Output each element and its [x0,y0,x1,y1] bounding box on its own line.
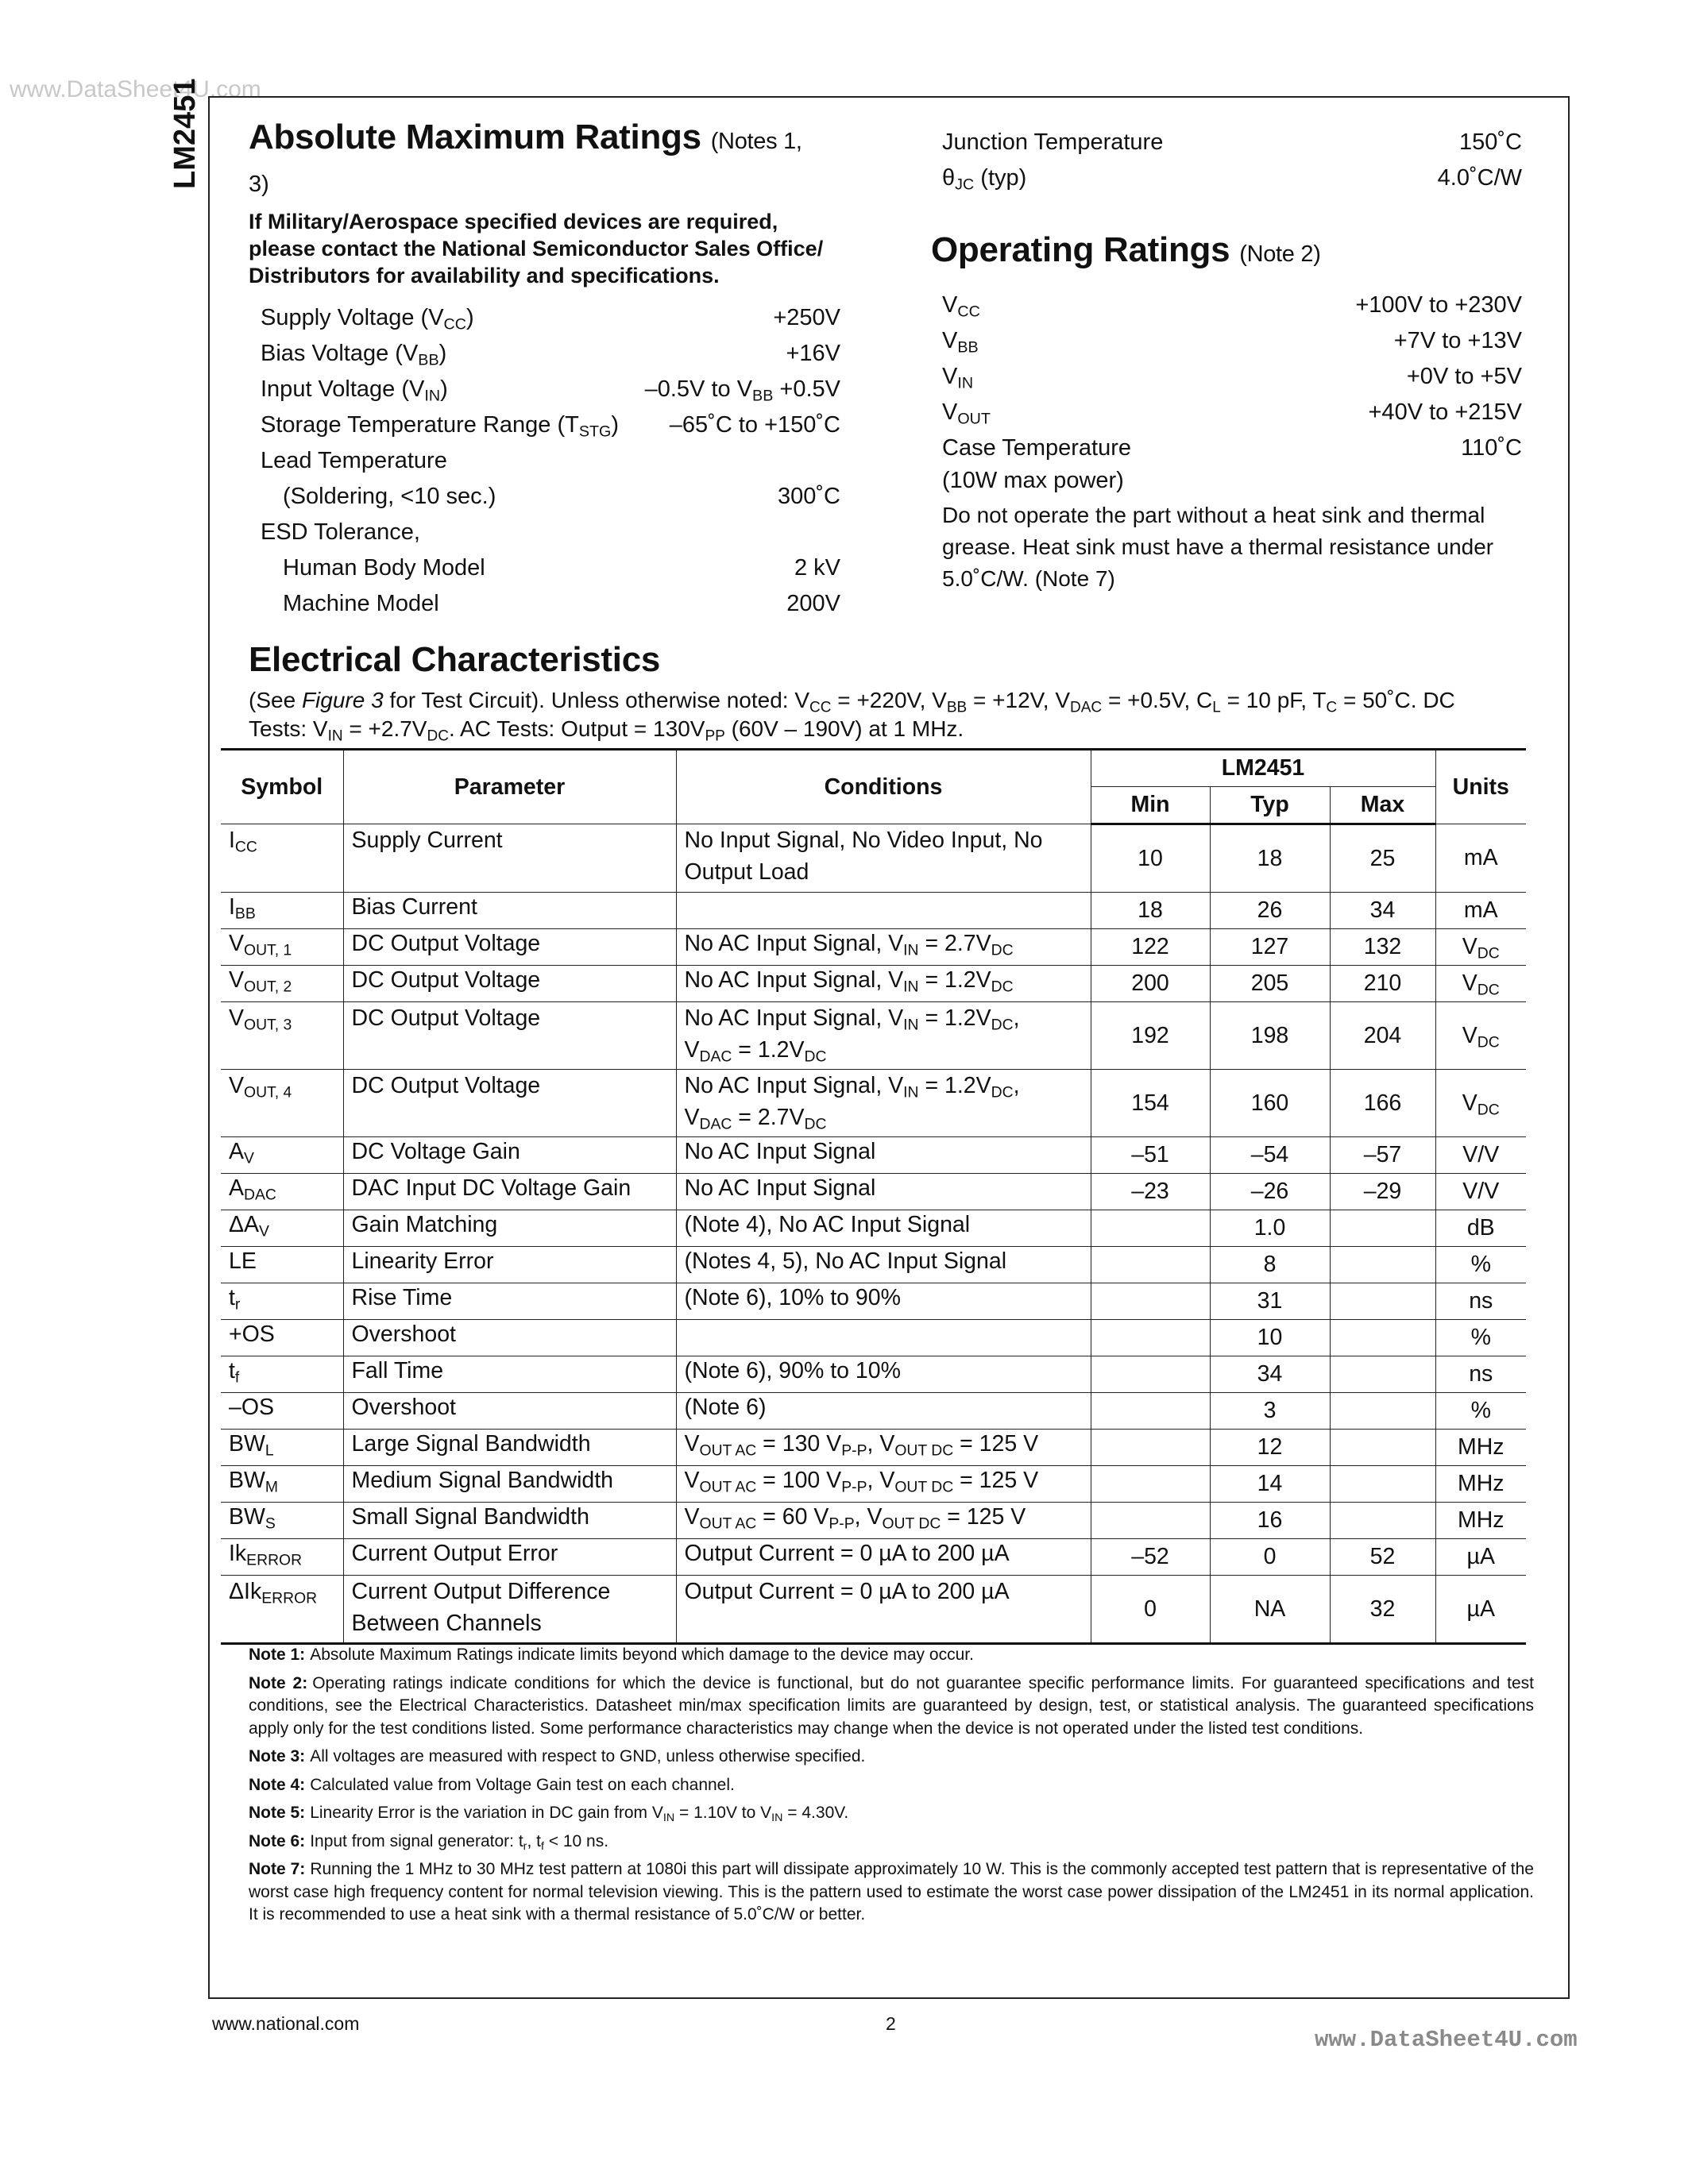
header-symbol: Symbol [221,750,343,824]
table-row [221,1283,1526,1320]
cell-symbol: $V_{OUT, 3}$ [221,1002,343,1070]
lead-temp-row [261,448,840,474]
theta-jc-row [942,165,1522,194]
cell-conditions: (Note 6), 90% to 10% [676,1356,1091,1393]
op-vbb-value: +7V to +13V [1393,328,1522,353]
cell-typ: 26 [1210,893,1330,929]
cell-units: MHz [1435,1503,1526,1539]
cell-conditions: Output Current = 0 µA to 200 µA [676,1539,1091,1576]
cell-units: dB [1435,1210,1526,1247]
cell-conditions: No AC Input Signal, $V_{IN} = 2.7V_{DC}$ [676,929,1091,966]
bias-voltage-row [261,341,840,367]
cell-parameter: Supply Current [343,824,676,893]
cell-units: % [1435,1393,1526,1430]
cell-min [1091,1393,1210,1430]
table-row [221,1539,1526,1576]
cell-typ: 127 [1210,929,1330,966]
cell-typ: 160 [1210,1070,1330,1137]
header-typ: Typ [1210,787,1330,824]
cell-units: MHz [1435,1466,1526,1503]
footnote [249,1673,1534,1741]
op-case-note-row [942,468,1522,494]
cell-min: –23 [1091,1174,1210,1210]
cell-max: 166 [1330,1070,1435,1137]
machine-model-label: Machine Model [283,591,439,616]
cell-parameter: Overshoot [343,1393,676,1430]
cell-min [1091,1356,1210,1393]
cell-max: 204 [1330,1002,1435,1070]
ec-table [221,748,1526,1645]
footnote [249,1644,1534,1667]
cell-units: mA [1435,893,1526,929]
cell-typ: 18 [1210,824,1330,893]
cell-typ: 8 [1210,1247,1330,1283]
operating-ratings-title-text: Operating Ratings [931,230,1230,269]
cell-max [1330,1247,1435,1283]
table-row [221,1247,1526,1283]
cell-units: $V_{DC}$ [1435,1070,1526,1137]
footnote [249,1858,1534,1927]
cell-min [1091,1430,1210,1466]
warning-line-1: Do not operate the part without a heat sink and thermal [942,503,1485,527]
table-row [221,1466,1526,1503]
table-row [221,1576,1526,1644]
supply-voltage-label: Supply Voltage $(V_{CC})$ [261,305,474,334]
ec-title: Electrical Characteristics [249,640,661,679]
footnote [249,1802,1534,1825]
ec-table-body [221,824,1526,1644]
table-row [221,1393,1526,1430]
cell-max: 52 [1330,1539,1435,1576]
cell-parameter: DC Output Voltage [343,1070,676,1137]
cell-symbol: –OS [221,1393,343,1430]
side-part-label: LM2451 [168,78,202,189]
footnote-label: Note 3: [249,1747,306,1765]
theta-jc-value: 4.0˚C/W [1437,165,1522,191]
header-units: Units [1435,750,1526,824]
cell-symbol: $A_{DAC}$ [221,1174,343,1210]
military-notice [249,208,852,289]
cell-parameter: Gain Matching [343,1210,676,1247]
table-row [221,966,1526,1002]
supply-voltage-value: +250V [773,305,840,330]
table-row [221,1320,1526,1356]
footnote-text: Absolute Maximum Ratings indicate limits beyond which damage to the device may occur. [310,1646,974,1664]
military-line-2: please contact the National Semiconductor Sales Office/ [249,237,824,260]
cell-symbol: $t_r$ [221,1283,343,1320]
cell-conditions: (Note 4), No AC Input Signal [676,1210,1091,1247]
cell-units: V/V [1435,1174,1526,1210]
cell-symbol: $V_{OUT, 1}$ [221,929,343,966]
esd-row [261,519,840,546]
op-vbb-label: $V_{BB}$ [942,328,979,357]
cell-min [1091,1503,1210,1539]
cell-units: V/V [1435,1137,1526,1174]
footnote-text: All voltages are measured with respect to GND, unless otherwise specified. [310,1747,866,1765]
storage-temp-value: –65˚C to +150˚C [669,412,840,438]
machine-model-row [283,591,840,617]
abs-max-title-note: (Notes 1, [710,129,802,154]
input-voltage-label: Input Voltage $(V_{IN})$ [261,376,448,405]
cell-typ: NA [1210,1576,1330,1644]
cell-max [1330,1283,1435,1320]
header-conditions: Conditions [676,750,1091,824]
cell-parameter: Medium Signal Bandwidth [343,1466,676,1503]
cell-parameter: Fall Time [343,1356,676,1393]
cell-typ: 16 [1210,1503,1330,1539]
cell-units: µA [1435,1576,1526,1644]
footnote-label: Note 7: [249,1860,306,1878]
cell-units: mA [1435,824,1526,893]
op-vin-value: +0V to +5V [1406,364,1522,389]
cell-max [1330,1466,1435,1503]
cell-symbol: $\Delta A_V$ [221,1210,343,1247]
junction-temp-row [942,129,1522,156]
footnote-label: Note 5: [249,1804,306,1822]
operating-ratings-title-note: (Note 2) [1239,241,1321,267]
cell-max: –29 [1330,1174,1435,1210]
footnote-text: Operating ratings indicate conditions for which the device is functional, but do not guarantee specific performance limits. For guaranteed specifications and test conditions, see the Electrical Characteristics. Datasheet min/max specification limits are guaranteed by design, test, or statistical analysis. The guaranteed specifications apply only for the test conditions listed. Some performance characteristics may change when the device is not operated under the listed test conditions. [249,1673,1534,1738]
cell-units: % [1435,1247,1526,1283]
machine-model-value: 200V [786,591,840,616]
cell-max: –57 [1330,1137,1435,1174]
junction-temp-label: Junction Temperature [942,129,1164,155]
table-row [221,1002,1526,1070]
cell-parameter: DAC Input DC Voltage Gain [343,1174,676,1210]
cell-parameter: Current Output Error [343,1539,676,1576]
notes-section [249,1644,1534,1932]
supply-voltage-row [261,305,840,334]
cell-conditions: $V_{OUT AC} = 60$ $V_{P-P}$, $V_{OUT DC} = 125$ V [676,1503,1091,1539]
lead-temp-label: Lead Temperature [261,448,447,473]
warning-line-2: grease. Heat sink must have a thermal resistance under [942,534,1494,559]
cell-parameter: DC Output Voltage [343,929,676,966]
junction-temp-value: 150˚C [1459,129,1522,155]
table-row [221,1210,1526,1247]
footnote [249,1831,1534,1854]
hbm-row [283,555,840,581]
footnote-label: Note 2: [249,1673,308,1692]
op-vcc-label: $V_{CC}$ [942,292,980,321]
cell-units: ns [1435,1356,1526,1393]
hbm-label: Human Body Model [283,555,485,581]
op-case-temp-label: Case Temperature [942,435,1132,461]
cell-units: MHz [1435,1430,1526,1466]
cell-parameter: Linearity Error [343,1247,676,1283]
footnote [249,1746,1534,1769]
cell-units: $V_{DC}$ [1435,929,1526,966]
abs-max-title [249,118,802,157]
cell-parameter: Current Output Difference Between Channels [343,1576,676,1644]
cell-symbol: $V_{OUT, 2}$ [221,966,343,1002]
footnote-label: Note 1: [249,1646,306,1664]
cell-typ: 10 [1210,1320,1330,1356]
theta-jc-label: $\theta_{JC}$ (typ) [942,165,1027,194]
cell-min [1091,1247,1210,1283]
ec-intro [249,686,1551,743]
cell-conditions: Output Current = 0 µA to 200 µA [676,1576,1091,1644]
cell-typ: 12 [1210,1430,1330,1466]
cell-symbol: $BW_L$ [221,1430,343,1466]
cell-parameter: Overshoot [343,1320,676,1356]
cell-max [1330,1320,1435,1356]
cell-parameter: DC Output Voltage [343,1002,676,1070]
ec-intro-line-1: (See Figure 3 for Test Circuit). Unless otherwise noted: $V_{CC} = +220V$, $V_{BB} = +12V$, $V_{DAC} = +0.5V$, $C_L = 10$ pF, $T_C$ = 50˚C. DC [249,688,1455,716]
cell-typ: 3 [1210,1393,1330,1430]
cell-max: 210 [1330,966,1435,1002]
cell-units: % [1435,1320,1526,1356]
op-case-temp-value: 110˚C [1461,435,1522,461]
cell-conditions [676,1320,1091,1356]
cell-conditions: No AC Input Signal [676,1137,1091,1174]
cell-conditions [676,893,1091,929]
cell-max: 34 [1330,893,1435,929]
op-vin-row [942,364,1522,390]
cell-max: 32 [1330,1576,1435,1644]
storage-temp-label: Storage Temperature Range $(T_{STG})$ [261,412,620,441]
op-case-temp-row [942,435,1522,461]
footnote-text: Linearity Error is the variation in DC gain from $V_{IN} = 1.10V$ to $V_{IN} = 4.30V$. [310,1804,849,1824]
table-row [221,893,1526,929]
input-voltage-value: –0.5V to $V_{BB} +0.5V$ [644,376,840,405]
military-line-1: If Military/Aerospace specified devices are required, [249,210,778,233]
footnote-text: Calculated value from Voltage Gain test on each channel. [310,1775,735,1794]
ec-intro-line-2: Tests: $V_{IN} = +2.7V_{DC}$. AC Tests: Output = $130V_{PP}$ (60V – 190V) at 1 MHz. [249,716,964,745]
cell-min: 192 [1091,1002,1210,1070]
cell-typ: 205 [1210,966,1330,1002]
table-row [221,1430,1526,1466]
op-vout-row [942,399,1522,426]
cell-conditions: No AC Input Signal, $V_{IN} = 1.2V_{DC}$ [676,966,1091,1002]
op-vout-label: $V_{OUT}$ [942,399,991,428]
cell-max [1330,1430,1435,1466]
cell-typ: 31 [1210,1283,1330,1320]
cell-max: 132 [1330,929,1435,966]
cell-typ: 0 [1210,1539,1330,1576]
cell-conditions: No AC Input Signal [676,1174,1091,1210]
warning-line-3: 5.0˚C/W. (Note 7) [942,566,1115,591]
cell-parameter: Large Signal Bandwidth [343,1430,676,1466]
cell-min: 10 [1091,824,1210,893]
footnote-text: Running the 1 MHz to 30 MHz test pattern at 1080i this part will dissipate approximately 10 W. This is the commonly accepted test pattern that is representative of the worst case high frequency content for normal television viewing. This is the pattern used to estimate the worst case power dissipation of the LM2451 in its normal application. It is recommended to use a heat sink with a thermal resistance of 5.0˚C/W or better. [249,1860,1534,1924]
watermark-top: www.DataSheet4U.com [10,76,261,102]
cell-symbol: $I_{BB}$ [221,893,343,929]
cell-units: $V_{DC}$ [1435,1002,1526,1070]
cell-min [1091,1210,1210,1247]
cell-parameter: DC Voltage Gain [343,1137,676,1174]
cell-units: $V_{DC}$ [1435,966,1526,1002]
cell-typ: 34 [1210,1356,1330,1393]
soldering-value: 300˚C [778,484,840,509]
cell-symbol: LE [221,1247,343,1283]
soldering-row [283,484,840,510]
cell-conditions: No AC Input Signal, $V_{IN} = 1.2V_{DC}$, $V_{DAC} = 1.2V_{DC}$ [676,1002,1091,1070]
footer-website: www.national.com [212,2013,360,2034]
cell-parameter: Bias Current [343,893,676,929]
cell-conditions: (Note 6), 10% to 90% [676,1283,1091,1320]
esd-label: ESD Tolerance, [261,519,420,545]
cell-conditions: $V_{OUT AC} = 130$ $V_{P-P}$, $V_{OUT DC} = 125$ V [676,1430,1091,1466]
cell-min [1091,1283,1210,1320]
hbm-value: 2 kV [794,555,840,581]
cell-parameter: Small Signal Bandwidth [343,1503,676,1539]
cell-symbol: $A_V$ [221,1137,343,1174]
operating-ratings-title [931,230,1321,270]
watermark-bottom: www.DataSheet4U.com [1315,2027,1578,2053]
footnote-label: Note 6: [249,1831,306,1850]
cell-symbol: $t_f$ [221,1356,343,1393]
cell-min: 0 [1091,1576,1210,1644]
cell-conditions: (Note 6) [676,1393,1091,1430]
cell-symbol: +OS [221,1320,343,1356]
op-vout-value: +40V to +215V [1368,399,1522,425]
table-row [221,824,1526,893]
header-group: LM2451 [1091,750,1435,787]
table-row [221,1356,1526,1393]
table-row [221,929,1526,966]
cell-symbol: $I_{CC}$ [221,824,343,893]
footnote-text: Input from signal generator: $t_r$, $t_f < 10$ ns. [310,1831,609,1853]
abs-max-title-note-cont: 3) [249,172,269,197]
cell-conditions: No Input Signal, No Video Input, No Output Load [676,824,1091,893]
cell-min: 18 [1091,893,1210,929]
table-row [221,1070,1526,1137]
cell-typ: –26 [1210,1174,1330,1210]
footnote-label: Note 4: [249,1775,306,1794]
cell-max: 25 [1330,824,1435,893]
footnote [249,1774,1534,1797]
cell-symbol: $Ik_{ERROR}$ [221,1539,343,1576]
op-case-note: (10W max power) [942,468,1124,493]
cell-min: –51 [1091,1137,1210,1174]
cell-max [1330,1356,1435,1393]
op-vin-label: $V_{IN}$ [942,364,974,392]
heat-sink-warning [942,500,1530,595]
table-row [221,1503,1526,1539]
cell-symbol: $V_{OUT, 4}$ [221,1070,343,1137]
cell-typ: 198 [1210,1002,1330,1070]
header-min: Min [1091,787,1210,824]
cell-parameter: Rise Time [343,1283,676,1320]
cell-conditions: No AC Input Signal, $V_{IN} = 1.2V_{DC}$, $V_{DAC} = 2.7V_{DC}$ [676,1070,1091,1137]
soldering-label: (Soldering, <10 sec.) [283,484,496,509]
cell-max [1330,1393,1435,1430]
cell-symbol: ΔIk$_{ERROR}$ [221,1576,343,1644]
header-parameter: Parameter [343,750,676,824]
cell-symbol: $BW_M$ [221,1466,343,1503]
op-vcc-value: +100V to +230V [1355,292,1522,318]
cell-max [1330,1503,1435,1539]
bias-voltage-value: +16V [786,341,840,366]
op-vbb-row [942,328,1522,357]
storage-temp-row [261,412,840,441]
cell-min [1091,1320,1210,1356]
cell-typ: 1.0 [1210,1210,1330,1247]
cell-parameter: DC Output Voltage [343,966,676,1002]
military-line-3: Distributors for availability and specifications. [249,264,720,287]
cell-units: ns [1435,1283,1526,1320]
header-max: Max [1330,787,1435,824]
op-vcc-row [942,292,1522,321]
cell-conditions: (Notes 4, 5), No AC Input Signal [676,1247,1091,1283]
cell-min: 122 [1091,929,1210,966]
cell-typ: 14 [1210,1466,1330,1503]
cell-symbol: $BW_S$ [221,1503,343,1539]
cell-min: –52 [1091,1539,1210,1576]
cell-min: 200 [1091,966,1210,1002]
cell-conditions: $V_{OUT AC} = 100$ $V_{P-P}$, $V_{OUT DC} = 125$ V [676,1466,1091,1503]
cell-min: 154 [1091,1070,1210,1137]
cell-typ: –54 [1210,1137,1330,1174]
cell-min [1091,1466,1210,1503]
input-voltage-row [261,376,840,403]
footer-page-number: 2 [886,2013,896,2034]
table-row [221,1137,1526,1174]
cell-units: µA [1435,1539,1526,1576]
table-row [221,1174,1526,1210]
bias-voltage-label: Bias Voltage $(V_{BB})$ [261,341,447,369]
abs-max-title-text: Absolute Maximum Ratings [249,118,701,156]
cell-max [1330,1210,1435,1247]
